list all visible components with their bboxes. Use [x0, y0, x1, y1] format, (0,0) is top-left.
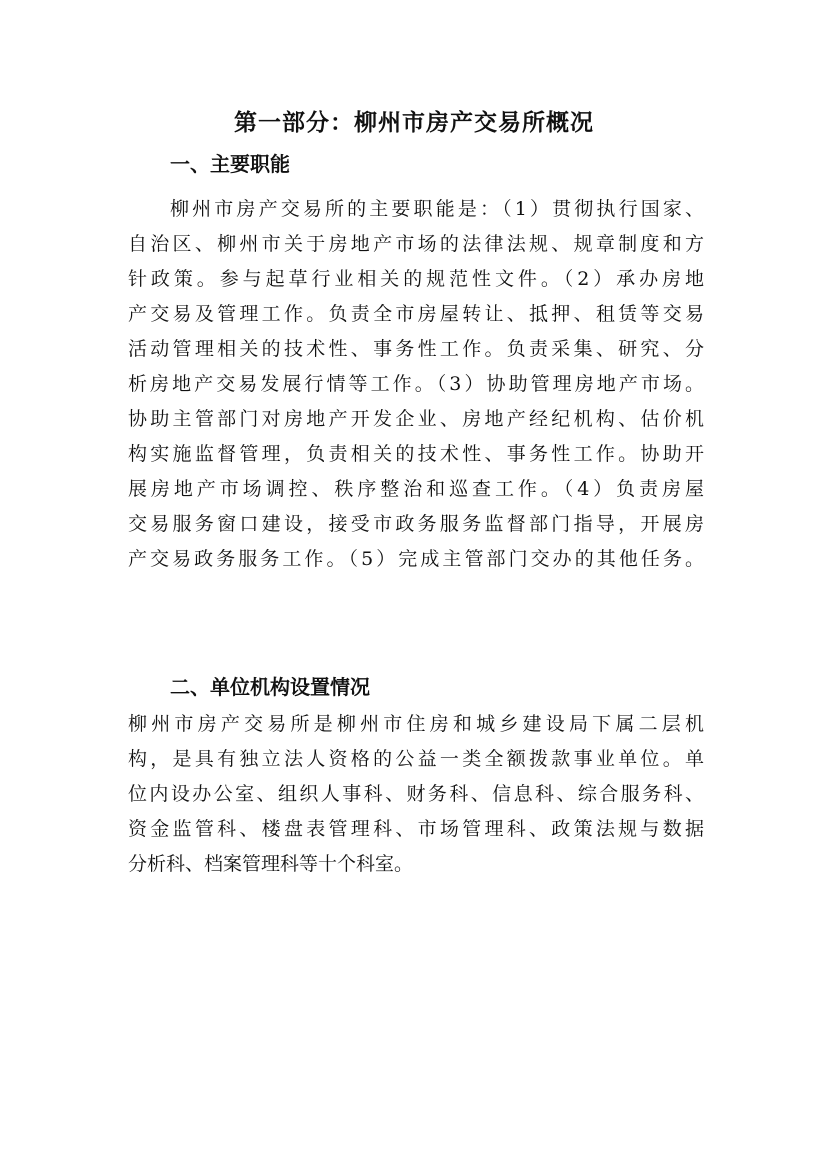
page-title: 第一部分：柳州市房产交易所概况: [234, 110, 594, 136]
section-heading-org-structure: 二、单位机构设置情况: [170, 675, 370, 699]
paragraph-line: 协助主管部门对房地产开发企业、房地产经纪机构、估价机: [128, 408, 704, 430]
paragraph-line: 柳州市房产交易所的主要职能是：（1）贯彻执行国家、: [170, 198, 704, 220]
paragraph-line: 交易服务窗口建设，接受市政务服务监督部门指导，开展房: [128, 513, 704, 535]
paragraph-line: 柳州市房产交易所是柳州市住房和城乡建设局下属二层机: [128, 713, 704, 735]
paragraph-line: 位内设办公室、组织人事科、财务科、信息科、综合服务科、: [128, 783, 704, 805]
paragraph-line: 产交易政务服务工作。（5）完成主管部门交办的其他任务。: [128, 548, 704, 570]
paragraph-line: 产交易及管理工作。负责全市房屋转让、抵押、租赁等交易: [128, 303, 704, 325]
paragraph-line: 资金监管科、楼盘表管理科、市场管理科、政策法规与数据: [128, 818, 704, 840]
paragraph-line: 分析科、档案管理科等十个科室。: [128, 853, 414, 875]
paragraph-line: 构，是具有独立法人资格的公益一类全额拨款事业单位。单: [128, 748, 704, 770]
paragraph-line: 自治区、柳州市关于房地产市场的法律法规、规章制度和方: [128, 233, 704, 255]
paragraph-main-functions: [128, 192, 704, 577]
paragraph-line: 析房地产交易发展行情等工作。（3）协助管理房地产市场。: [128, 373, 704, 395]
section-heading-main-functions: 一、主要职能: [170, 152, 290, 176]
paragraph-line: 展房地产市场调控、秩序整治和巡查工作。（4）负责房屋: [128, 478, 704, 500]
paragraph-org-structure: [128, 707, 704, 882]
paragraph-line: 构实施监督管理，负责相关的技术性、事务性工作。协助开: [128, 443, 704, 465]
paragraph-line: 针政策。参与起草行业相关的规范性文件。（2）承办房地: [128, 268, 704, 290]
paragraph-line: 活动管理相关的技术性、事务性工作。负责采集、研究、分: [128, 338, 704, 360]
